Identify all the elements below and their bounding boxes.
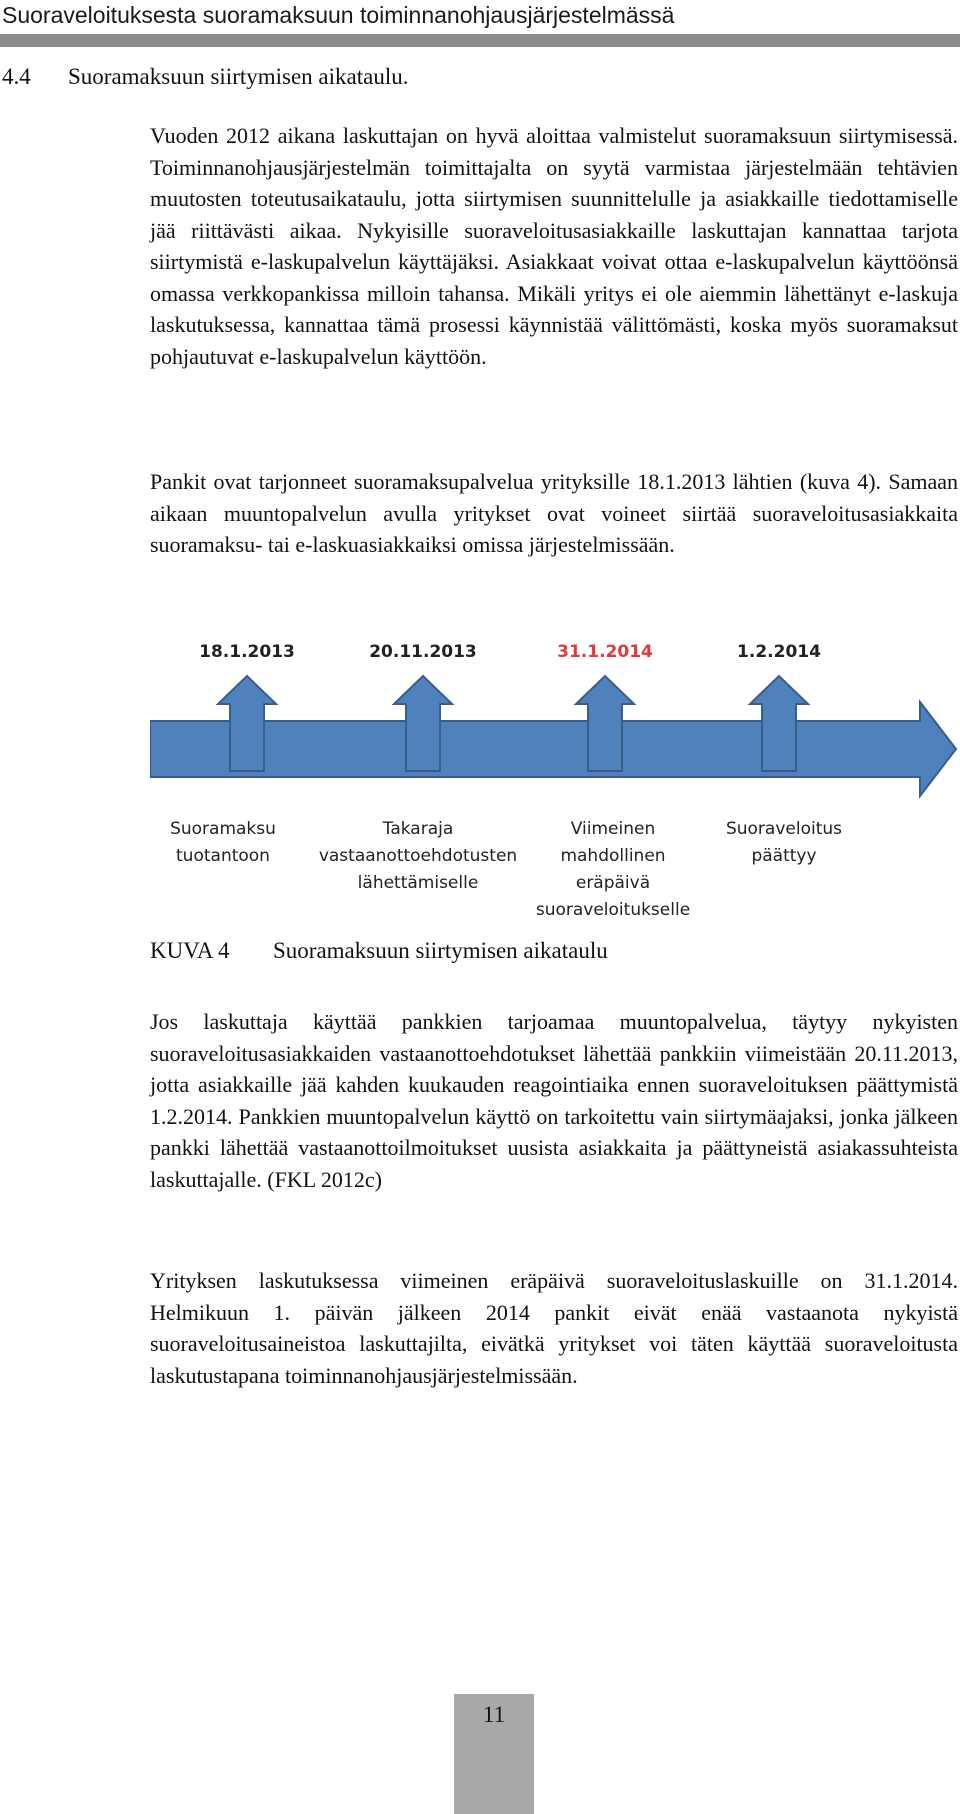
- paragraph-3: Jos laskuttaja käyttää pankkien tarjoamaa muuntopalvelua, täytyy nykyisten suoraveloitusasiakkaiden vastaanottoehdotukset lähettää pankkiin viimeistään 20.11.2013, jotta asiakkaille jää kahden kuukauden reagointiaika ennen suoraveloituksen päättymistä 1.2.2014. Pankkien muuntopalvelun käyttö on tarkoitettu vain siirtymäajaksi, jonka jälkeen pankki lähettää vastaanottoilmoitukset uusista asiakkaita ja päättyneistä asiakassuhteista laskuttajalle. (FKL 2012c): [150, 1009, 958, 1192]
- section-number: 4.4: [2, 64, 31, 89]
- section-title: Suoramaksuun siirtymisen aikataulu.: [68, 64, 409, 89]
- paragraph-4: Yrityksen laskutuksessa viimeinen eräpäivä suoraveloituslaskuille on 31.1.2014. Helmikuun 1. päivän jälkeen 2014 pankit eivät enää vastaanota nykyistä suoraveloitusaineistoa laskuttajilta, eivätkä yritykset voi täten käyttää suoraveloitusta laskutustapana toiminnanohjausjärjestelmissään.: [150, 1268, 958, 1388]
- timeline-date-1: 18.1.2013: [199, 642, 295, 662]
- paragraph-2: Pankit ovat tarjonneet suoramaksupalvelua yrityksille 18.1.2013 lähtien (kuva 4). Samaan aikaan muuntopalvelun avulla yritykset ovat voineet siirtää suoraveloitusasiakkaita suoramaksu- tai e-laskuasiakkaiksi omissa järjestelmissään.: [150, 469, 958, 557]
- timeline-date-4: 1.2.2014: [737, 642, 821, 662]
- timeline-desc-1: Suoramaksu tuotantoon: [170, 819, 276, 866]
- timeline-desc-4: Suoraveloitus päättyy: [725, 819, 843, 866]
- timeline-arrow: [150, 702, 956, 796]
- timeline-figure: [150, 636, 958, 926]
- page-number-box: [454, 1694, 534, 1814]
- running-header: Suoraveloituksesta suoramaksuun toiminnanohjausjärjestelmässä: [2, 2, 675, 28]
- page-number: 11: [482, 1702, 506, 1727]
- timeline-desc-3: Viimeinen mahdollinen eräpäivä suoraveloitukselle: [535, 819, 691, 920]
- timeline-date-2: 20.11.2013: [369, 642, 477, 662]
- timeline-date-3: 31.1.2014: [557, 642, 653, 662]
- figure-label: KUVA 4: [150, 938, 230, 963]
- figure-caption: [150, 938, 608, 964]
- header-rule: [0, 34, 960, 47]
- section-heading: [2, 64, 408, 90]
- paragraph-1: Vuoden 2012 aikana laskuttajan on hyvä aloittaa valmistelut suoramaksuun siirtymisessä. Toiminnanohjausjärjestelmän toimittajalta on syytä varmistaa järjestelmään tehtävien muutosten toteutusaikataulu, jotta siirtymisen suunnittelulle ja asiakkaille tiedottamiselle jää riittävästi aikaa. Nykyisille suoraveloitusasiakkaille laskuttajan kannattaa tarjota siirtymistä e-laskupalvelun käyttäjäksi. Asiakkaat voivat ottaa e-laskupalvelun käyttöönsä omassa verkkopankissa milloin tahansa. Mikäli yritys ei ole aiemmin lähettänyt e-laskuja laskutuksessa, kannattaa tämä prosessi käynnistää välittömästi, koska myös suoramaksut pohjautuvat e-laskupalvelun käyttöön.: [150, 123, 958, 369]
- timeline-desc-2: Takaraja vastaanottoehdotusten lähettämiselle: [318, 819, 518, 893]
- figure-caption-text: Suoramaksuun siirtymisen aikataulu: [273, 938, 608, 963]
